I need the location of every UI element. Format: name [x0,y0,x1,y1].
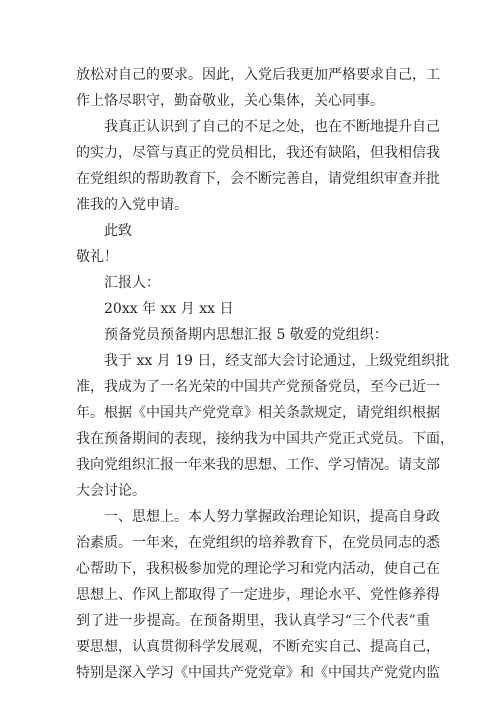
paragraph-line: 特别是深入学习《中国共产党党章》和《中国共产党党内监 [76,665,440,681]
paragraph-line: 准我的入党申请。 [76,197,188,213]
closing-line: 此致 [104,223,132,239]
paragraph-line: 一、思想上。本人努力掌握政治理论知识，提高自身政 [104,509,440,525]
paragraph-line: 的实力，尽管与真正的党员相比，我还有缺陷，但我相信我 [76,145,440,161]
section-heading: 预备党员预备期内思想汇报 5 敬爱的党组织： [104,327,388,343]
reporter-label: 汇报人： [104,275,160,291]
paragraph-line: 我真正认识到了自己的不足之处，也在不断地提升自己 [104,119,440,135]
paragraph-line: 准，我成为了一名光荣的中国共产党预备党员，至今已近一 [76,379,440,395]
paragraph-line: 大会讨论。 [76,483,146,499]
paragraph-line: 思想上、作风上都取得了一定进步，理论水平、党性修养得 [76,587,440,603]
paragraph-line: 我于 xx 月 19 日，经支部大会讨论通过，上级党组织批 [104,353,450,369]
date-line: 20xx 年 xx 月 xx 日 [104,301,234,317]
paragraph-line: 放松对自己的要求。因此，入党后我更加严格要求自己，工 [76,67,440,83]
paragraph-line: 在党组织的帮助教育下，会不断完善自，请党组织审查并批 [76,171,440,187]
paragraph-line: 心帮助下，我积极参加党的理论学习和党内活动，使自己在 [76,561,440,577]
paragraph-line: 我向党组织汇报一年来我的思想、工作、学习情况。请支部 [76,457,440,473]
paragraph-line: 要思想，认真贯彻科学发展观，不断充实自己、提高自己， [76,639,440,655]
paragraph-line: 治素质。一年来，在党组织的培养教育下，在党员同志的悉 [76,535,440,551]
paragraph-line: 我在预备期间的表现，接纳我为中国共产党正式党员。下面， [76,431,454,447]
salutation-line: 敬礼！ [76,249,118,265]
paragraph-line: 年。根据《中国共产党党章》相关条款规定，请党组织根据 [76,405,440,421]
paragraph-line: 作上恪尽职守，勤奋敬业，关心集体，关心同事。 [76,93,384,109]
paragraph-line: 到了进一步提高。在预备期里，我认真学习“三个代表”重 [76,613,430,629]
